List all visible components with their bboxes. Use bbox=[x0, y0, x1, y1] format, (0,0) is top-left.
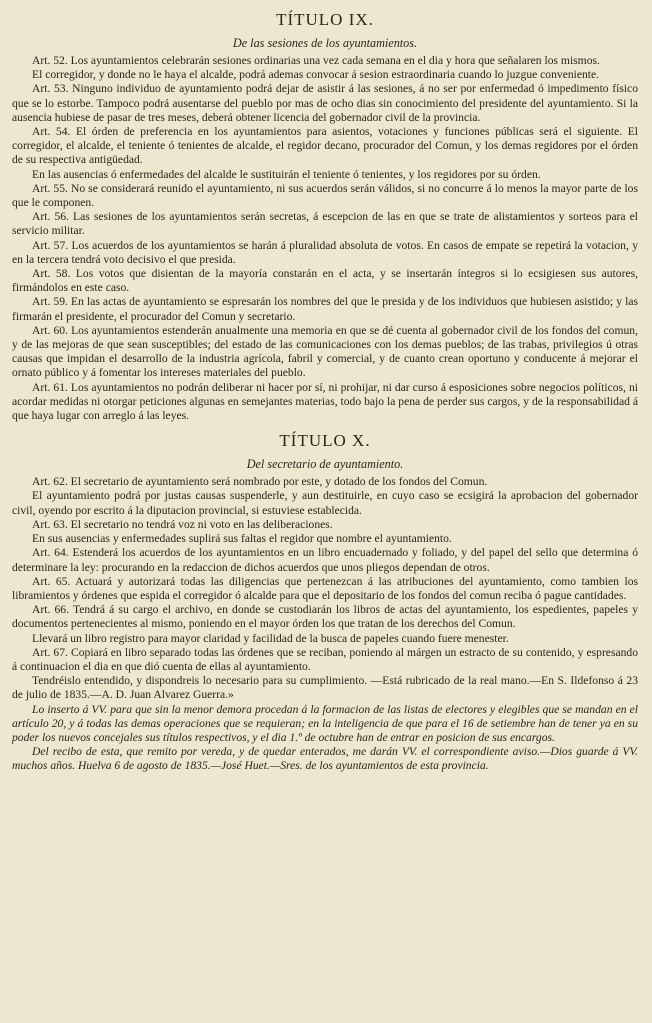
paragraph: Art. 66. Tendrá á su cargo el archivo, en donde se custodiarán los libros de actas del ayuntamiento, los espedientes, papeles y documentos pertenecientes al mismo, poniendo en el mayor órden los que tratan de los derechos del Comun. bbox=[12, 603, 638, 631]
paragraph: El ayuntamiento podrá por justas causas suspenderle, y aun destituirle, en cuyo caso se ecsigirá la aprobacion del gobernador civil, oyendo por escrito á la diputacion provincial, si estuviese establecida. bbox=[12, 489, 638, 517]
subtitle-x: Del secretario de ayuntamiento. bbox=[246, 457, 404, 472]
spacer bbox=[12, 423, 638, 429]
paragraph: En las ausencias ó enfermedades del alcalde le sustituirán el teniente ó tenientes, y los regidores por su órden. bbox=[32, 167, 541, 181]
paragraph: Art. 65. Actuará y autorizará todas las diligencias que pertenezcan á las atribuciones del ayuntamiento, como tambien los libramientos y órdenes que espida el corregidor ó alcalde para que el depositario de los fondos del comun reciba ó pague cantidades. bbox=[12, 574, 638, 602]
paragraph: Art. 63. El secretario no tendrá voz ni voto en las deliberaciones. bbox=[32, 517, 333, 531]
subtitle-ix: De las sesiones de los ayuntamientos. bbox=[232, 36, 418, 50]
paragraph: Tendréislo entendido, y dispondreis lo necesario para su cumplimiento. —Está rubricado de la real mano.—En S. Ildefonso á 23 de julio de 1835.—A. D. Juan Alvarez Guerra.» bbox=[12, 674, 638, 702]
closing-paragraph: Del recibo de esta, que remito por vereda, y de quedar enterados, me darán VV. el correspondiente aviso.—Dios guarde á VV. muchos años. Huelva 6 de agosto de 1835.—José Huet.—Sres. de los ayuntamientos de esta provincia. bbox=[12, 745, 638, 773]
paragraph: Art. 60. Los ayuntamientos estenderán anualmente una memoria en que se dé cuenta al gobernador civil de los fondos del comun, y de las mejoras de que sean susceptibles; del estado de las comunicaciones con los demas pueblos; de las trabas, privilegios ú otras causas que impidan el desarrollo de la industria agrícola, fabril y comercial, y de cuanto crean oportuno y conducente á mejorar el ornato público y á fomentar los intereses materiales del pueblo. bbox=[12, 323, 638, 380]
paragraph: El corregidor, y donde no le haya el alcalde, podrá ademas convocar á sesion estraordinaria cuando lo juzgue conveniente. bbox=[32, 68, 600, 82]
closing-paragraph: Lo inserto á VV. para que sin la menor demora procedan á la formacion de las listas de electores y elegibles que se mandan en el artículo 20, y á todas las demas operaciones que se requieran; en la inteligencia de que para el 16 de setiembre han de tener ya en su poder los nuevos concejales sus títulos respectivos, y el dia 1.º de octubre han de entrar en posicion de sus encargos. bbox=[12, 702, 638, 744]
document-page bbox=[12, 8, 638, 1016]
paragraph: Art. 62. El secretario de ayuntamiento será nombrado por este, y dotado de los fondos del Comun. bbox=[32, 475, 488, 489]
title-x: TÍTULO X. bbox=[279, 431, 371, 451]
paragraph: Art. 64. Estenderá los acuerdos de los ayuntamientos en un libro encuadernado y foliado, y del papel del sello que determina ó determinare la ley: procurando en la redaccion de dichos acuerdos que unos pliegos dependan de otros. bbox=[12, 546, 638, 574]
paragraph: En sus ausencias y enfermedades suplirá sus faltas el regidor que nombre el ayuntamiento. bbox=[32, 532, 452, 546]
paragraph: Art. 56. Las sesiones de los ayuntamientos serán secretas, á escepcion de las en que se trate de alistamientos y sorteos para el servicio militar. bbox=[12, 210, 638, 238]
paragraph: Art. 55. No se considerará reunido el ayuntamiento, ni sus acuerdos serán válidos, si no concurre á lo menos la mayor parte de los que le componen. bbox=[12, 181, 638, 210]
paragraph: Art. 61. Los ayuntamientos no podrán deliberar ni hacer por sí, ni prohijar, ni dar curso á esposiciones sobre negocios políticos, ni acordar medidas ni otorgar peticiones algunas en semejantes materias, todo bajo la pena de perder sus cargos, y de la responsabilidad á que haya lugar con arreglo á las leyes. bbox=[12, 380, 638, 423]
title-ix: TÍTULO IX. bbox=[276, 10, 374, 29]
paragraph: Art. 57. Los acuerdos de los ayuntamientos se harán á pluralidad absoluta de votos. En casos de empate se repetirá la votacion, y en la tercera tendrá voto decisivo el que presida. bbox=[12, 238, 638, 266]
paragraph: Art. 58. Los votos que disientan de la mayoría constarán en el acta, y se insertarán íntegros si lo ecsigiesen sus autores, firmándolos en este caso. bbox=[12, 267, 638, 295]
paragraph: Art. 59. En las actas de ayuntamiento se espresarán los nombres del que le presida y de los individuos que hubiesen asistido; y las firmarán el presidente, el procurador del Comun y secretario. bbox=[12, 295, 638, 323]
paragraph: Art. 54. El órden de preferencia en los ayuntamientos para asientos, votaciones y funciones públicas será el siguiente. El corregidor, el alcalde, el teniente ó tenientes de alcalde, el regidor decano, procurador del Comun, y los demas regidores por el órden de su respectiva antigüedad. bbox=[12, 125, 638, 167]
paragraph: Art. 67. Copiará en libro separado todas las órdenes que se reciban, poniendo al márgen un estracto de su contenido, y espresando á continuacion el dia en que dió cuenta de ellas al ayuntamiento. bbox=[12, 645, 638, 673]
paragraph: Llevará un libro registro para mayor claridad y facilidad de la busca de papeles cuando fuere menester. bbox=[32, 631, 509, 645]
paragraph: Art. 53. Ninguno individuo de ayuntamiento podrá dejar de asistir á las sesiones, á no ser por enfermedad ó impedimento físico que se lo estorbe. Tampoco podrá ausentarse del pueblo por mas de ocho dias sin conocimiento del presidente del ayuntamiento. Si la ausencia hubiese de pasar de tres meses, deberá obtener licencia del gobernador civil de la provincia. bbox=[12, 82, 638, 124]
paragraph: Art. 52. Los ayuntamientos celebrarán sesiones ordinarias una vez cada semana en el dia y hora que señalaren los mismos. bbox=[32, 54, 600, 67]
